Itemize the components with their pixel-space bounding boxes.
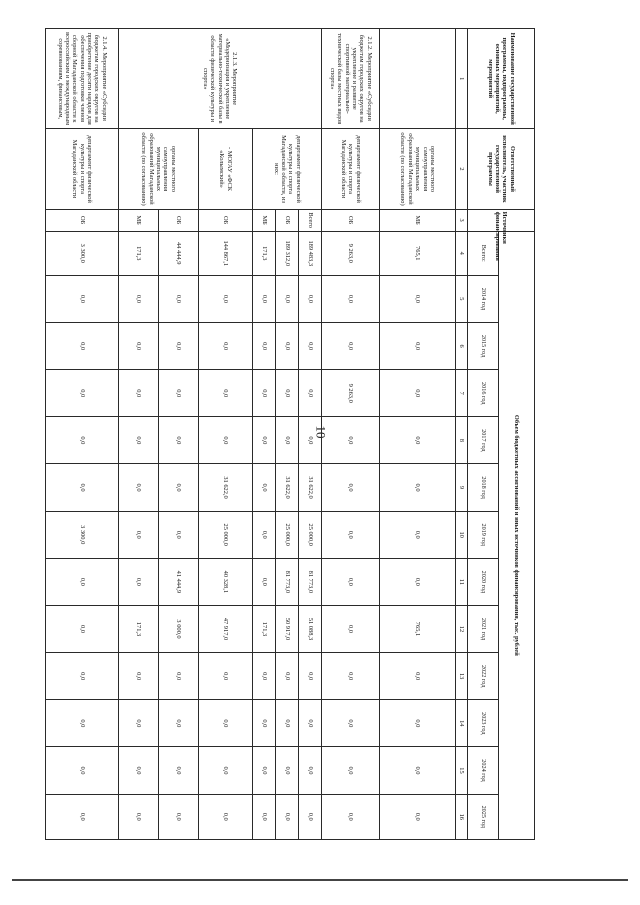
header-year: 2017 год <box>468 417 499 464</box>
value-cell: 0,0 <box>380 558 455 605</box>
value-cell: 0,0 <box>275 417 298 464</box>
value-cell: 0,0 <box>298 747 321 794</box>
page-number: 10 <box>313 425 328 439</box>
value-cell: 0,0 <box>119 511 159 558</box>
source-cell: ОБ <box>275 209 298 231</box>
value-cell: 0,0 <box>252 511 275 558</box>
value-cell: 0,0 <box>275 794 298 839</box>
value-cell: 0,0 <box>252 275 275 322</box>
value-cell: 0,0 <box>158 700 198 747</box>
value-cell: 25 000,0 <box>298 511 321 558</box>
source-cell: МБ <box>380 209 455 231</box>
value-cell: 0,0 <box>298 417 321 464</box>
value-cell: 31 622,0 <box>198 464 252 511</box>
value-cell: 0,0 <box>298 700 321 747</box>
value-cell: 50 917,0 <box>275 605 298 652</box>
value-cell: 0,0 <box>119 322 159 369</box>
value-cell: 0,0 <box>46 275 119 322</box>
value-cell: 0,0 <box>46 558 119 605</box>
value-cell: 25 000,0 <box>275 511 298 558</box>
column-number: 6 <box>455 322 468 369</box>
value-cell: 0,0 <box>46 322 119 369</box>
value-cell: 0,0 <box>252 322 275 369</box>
value-cell: 171,3 <box>119 231 159 275</box>
value-cell: 171,3 <box>252 605 275 652</box>
value-cell: 0,0 <box>119 417 159 464</box>
value-cell: 0,0 <box>380 275 455 322</box>
executor-cell: - МОГАУ «ФСК «Колымский» <box>198 129 252 209</box>
value-cell: 0,0 <box>198 653 252 700</box>
value-cell: 0,0 <box>275 322 298 369</box>
column-number: 12 <box>455 605 468 652</box>
value-cell: 0,0 <box>380 653 455 700</box>
value-cell: 0,0 <box>158 747 198 794</box>
header-name: Наименование государственной программы, подпрограммы, основных мероприятий, мероприятий <box>468 29 535 129</box>
column-number: 16 <box>455 794 468 839</box>
header-year: 2018 год <box>468 464 499 511</box>
value-cell: 31 622,0 <box>275 464 298 511</box>
value-cell: 0,0 <box>46 700 119 747</box>
value-cell: 51 088,3 <box>298 605 321 652</box>
header-year: 2020 год <box>468 558 499 605</box>
value-cell: 189 312,0 <box>275 231 298 275</box>
column-number: 14 <box>455 700 468 747</box>
value-cell: 0,0 <box>252 653 275 700</box>
value-cell: 0,0 <box>252 417 275 464</box>
value-cell: 0,0 <box>119 464 159 511</box>
value-cell: 0,0 <box>321 605 380 652</box>
value-cell: 41 444,9 <box>158 558 198 605</box>
source-cell: ОБ <box>46 209 119 231</box>
value-cell: 9 263,0 <box>321 231 380 275</box>
table-row <box>198 29 252 840</box>
value-cell: 81 773,0 <box>275 558 298 605</box>
value-cell: 0,0 <box>119 275 159 322</box>
header-row-group <box>499 29 535 840</box>
value-cell: 0,0 <box>380 747 455 794</box>
column-number: 8 <box>455 417 468 464</box>
value-cell: 0,0 <box>46 370 119 417</box>
column-number: 9 <box>455 464 468 511</box>
value-cell: 0,0 <box>119 747 159 794</box>
column-number: 10 <box>455 511 468 558</box>
value-cell: 144 867,1 <box>198 231 252 275</box>
value-cell: 0,0 <box>298 370 321 417</box>
budget-table <box>45 28 535 840</box>
value-cell: 0,0 <box>119 558 159 605</box>
value-cell: 0,0 <box>252 794 275 839</box>
value-cell: 0,0 <box>119 653 159 700</box>
value-cell: 0,0 <box>158 794 198 839</box>
header-year: 2025 год <box>468 794 499 839</box>
column-number: 4 <box>455 231 468 275</box>
value-cell: 0,0 <box>380 322 455 369</box>
value-cell: 0,0 <box>198 700 252 747</box>
value-cell: 0,0 <box>46 747 119 794</box>
value-cell: 0,0 <box>321 464 380 511</box>
value-cell: 47 917,0 <box>198 605 252 652</box>
value-cell: 0,0 <box>252 464 275 511</box>
column-number: 5 <box>455 275 468 322</box>
source-cell: ОБ <box>321 209 380 231</box>
value-cell: 0,0 <box>321 794 380 839</box>
header-year: 2016 год <box>468 370 499 417</box>
executor-cell: департамент физической культуры и спорта Магаданской области <box>46 129 119 209</box>
value-cell: 25 000,0 <box>198 511 252 558</box>
value-cell: 0,0 <box>321 653 380 700</box>
value-cell: 31 622,0 <box>298 464 321 511</box>
executor-cell: департамент физической культуры и спорта Магаданской области <box>321 129 380 209</box>
value-cell: 0,0 <box>252 747 275 794</box>
value-cell: 0,0 <box>158 370 198 417</box>
column-number: 3 <box>455 209 468 231</box>
header-source: Источники финансирования <box>468 209 535 231</box>
table-row <box>46 29 119 840</box>
value-cell: 189 483,3 <box>298 231 321 275</box>
value-cell: 0,0 <box>321 511 380 558</box>
value-cell: 40 328,1 <box>198 558 252 605</box>
value-cell: 0,0 <box>198 275 252 322</box>
value-cell: 0,0 <box>298 794 321 839</box>
value-cell: 0,0 <box>119 370 159 417</box>
value-cell: 0,0 <box>198 417 252 464</box>
value-cell: 0,0 <box>198 322 252 369</box>
value-cell: 0,0 <box>321 747 380 794</box>
header-year: 2021 год <box>468 605 499 652</box>
value-cell: 0,0 <box>380 464 455 511</box>
source-cell: МБ <box>119 209 159 231</box>
value-cell: 0,0 <box>380 511 455 558</box>
program-name-cell: 2.1.3. Мероприятие «Модернизация и укрепление материально-технической базы в области физической культуры и спорта» <box>119 29 322 129</box>
value-cell: 0,0 <box>380 700 455 747</box>
value-cell: 3 000,0 <box>158 605 198 652</box>
value-cell: 0,0 <box>198 370 252 417</box>
value-cell: 171,3 <box>252 231 275 275</box>
value-cell: 0,0 <box>158 653 198 700</box>
value-cell: 0,0 <box>275 275 298 322</box>
value-cell: 0,0 <box>275 747 298 794</box>
value-cell: 0,0 <box>158 464 198 511</box>
column-number: 15 <box>455 747 468 794</box>
header-year: 2022 год <box>468 653 499 700</box>
value-cell: 0,0 <box>46 464 119 511</box>
value-cell: 0,0 <box>380 370 455 417</box>
value-cell: 0,0 <box>158 322 198 369</box>
rotated-table-container <box>45 28 535 840</box>
column-number: 11 <box>455 558 468 605</box>
value-cell: 0,0 <box>321 417 380 464</box>
value-cell: 0,0 <box>275 700 298 747</box>
value-cell: 3 300,0 <box>46 231 119 275</box>
table-row <box>380 29 455 840</box>
header-year: 2015 год <box>468 322 499 369</box>
column-number: 13 <box>455 653 468 700</box>
table-row <box>298 29 321 840</box>
value-cell: 0,0 <box>321 558 380 605</box>
header-year: 2024 год <box>468 747 499 794</box>
source-cell: МБ <box>252 209 275 231</box>
program-name-cell: 2.1.2. Мероприятие «Субсидии бюджетам городских округов на укрепление и развитие спортивной материально-технической базы местных видов спорта» <box>321 29 380 129</box>
value-cell: 0,0 <box>275 653 298 700</box>
value-cell: 171,3 <box>119 605 159 652</box>
value-cell: 0,0 <box>298 653 321 700</box>
value-cell: 0,0 <box>198 747 252 794</box>
value-cell: 0,0 <box>275 370 298 417</box>
value-cell: 765,1 <box>380 231 455 275</box>
value-cell: 0,0 <box>158 511 198 558</box>
value-cell: 0,0 <box>158 275 198 322</box>
value-cell: 81 773,0 <box>298 558 321 605</box>
table-row <box>321 29 380 840</box>
value-cell: 0,0 <box>198 794 252 839</box>
column-number: 1 <box>455 29 468 129</box>
value-cell: 0,0 <box>46 794 119 839</box>
table-row <box>158 29 198 840</box>
value-cell: 0,0 <box>321 700 380 747</box>
executor-cell: департамент физической культуры и спорта Магаданской области, из них: <box>252 129 321 209</box>
value-cell: 9 263,0 <box>321 370 380 417</box>
value-cell: 3 300,0 <box>46 511 119 558</box>
source-cell: ОБ <box>198 209 252 231</box>
value-cell: 44 444,9 <box>158 231 198 275</box>
header-year: 2019 год <box>468 511 499 558</box>
value-cell: 0,0 <box>46 653 119 700</box>
program-name-cell: 2.1.4. Мероприятие «Субсидии бюджетам городских округов на приобретение десяти нарядов для обеспечения подготовки членов сборной Магаданской области к всероссийским и международным соревнованиям, финансовым, <box>46 29 119 129</box>
value-cell: 0,0 <box>252 558 275 605</box>
value-cell: 0,0 <box>321 322 380 369</box>
column-number-row <box>455 29 468 840</box>
value-cell: 0,0 <box>380 794 455 839</box>
value-cell: 0,0 <box>298 322 321 369</box>
value-cell: 0,0 <box>46 417 119 464</box>
executor-cell: органы местного самоуправления муниципальных образований Магаданской области (по согласованию) <box>380 129 455 209</box>
value-cell: 0,0 <box>380 417 455 464</box>
footer-rule <box>12 879 628 881</box>
value-cell: 0,0 <box>252 370 275 417</box>
source-cell: Всего <box>298 209 321 231</box>
executor-cell: органы местного самоуправления муниципальных образований Магаданской области (по согласованию) <box>119 129 198 209</box>
value-cell: 0,0 <box>298 275 321 322</box>
value-cell: 0,0 <box>46 605 119 652</box>
value-cell: 0,0 <box>158 417 198 464</box>
value-cell: 765,1 <box>380 605 455 652</box>
value-cell: 0,0 <box>321 275 380 322</box>
column-number: 7 <box>455 370 468 417</box>
header-total: Всего: <box>468 231 499 275</box>
value-cell: 0,0 <box>119 700 159 747</box>
header-year: 2023 год <box>468 700 499 747</box>
value-cell: 0,0 <box>252 700 275 747</box>
column-number: 2 <box>455 129 468 209</box>
program-name-cell <box>380 29 455 129</box>
header-funding-group: Объем бюджетных ассигнований и иных источников финансирования, тыс. рублей <box>499 231 535 839</box>
header-executor: Ответственный исполнитель, участник государственной программы <box>468 129 535 209</box>
header-year: 2014 год <box>468 275 499 322</box>
source-cell: ОБ <box>158 209 198 231</box>
value-cell: 0,0 <box>119 794 159 839</box>
